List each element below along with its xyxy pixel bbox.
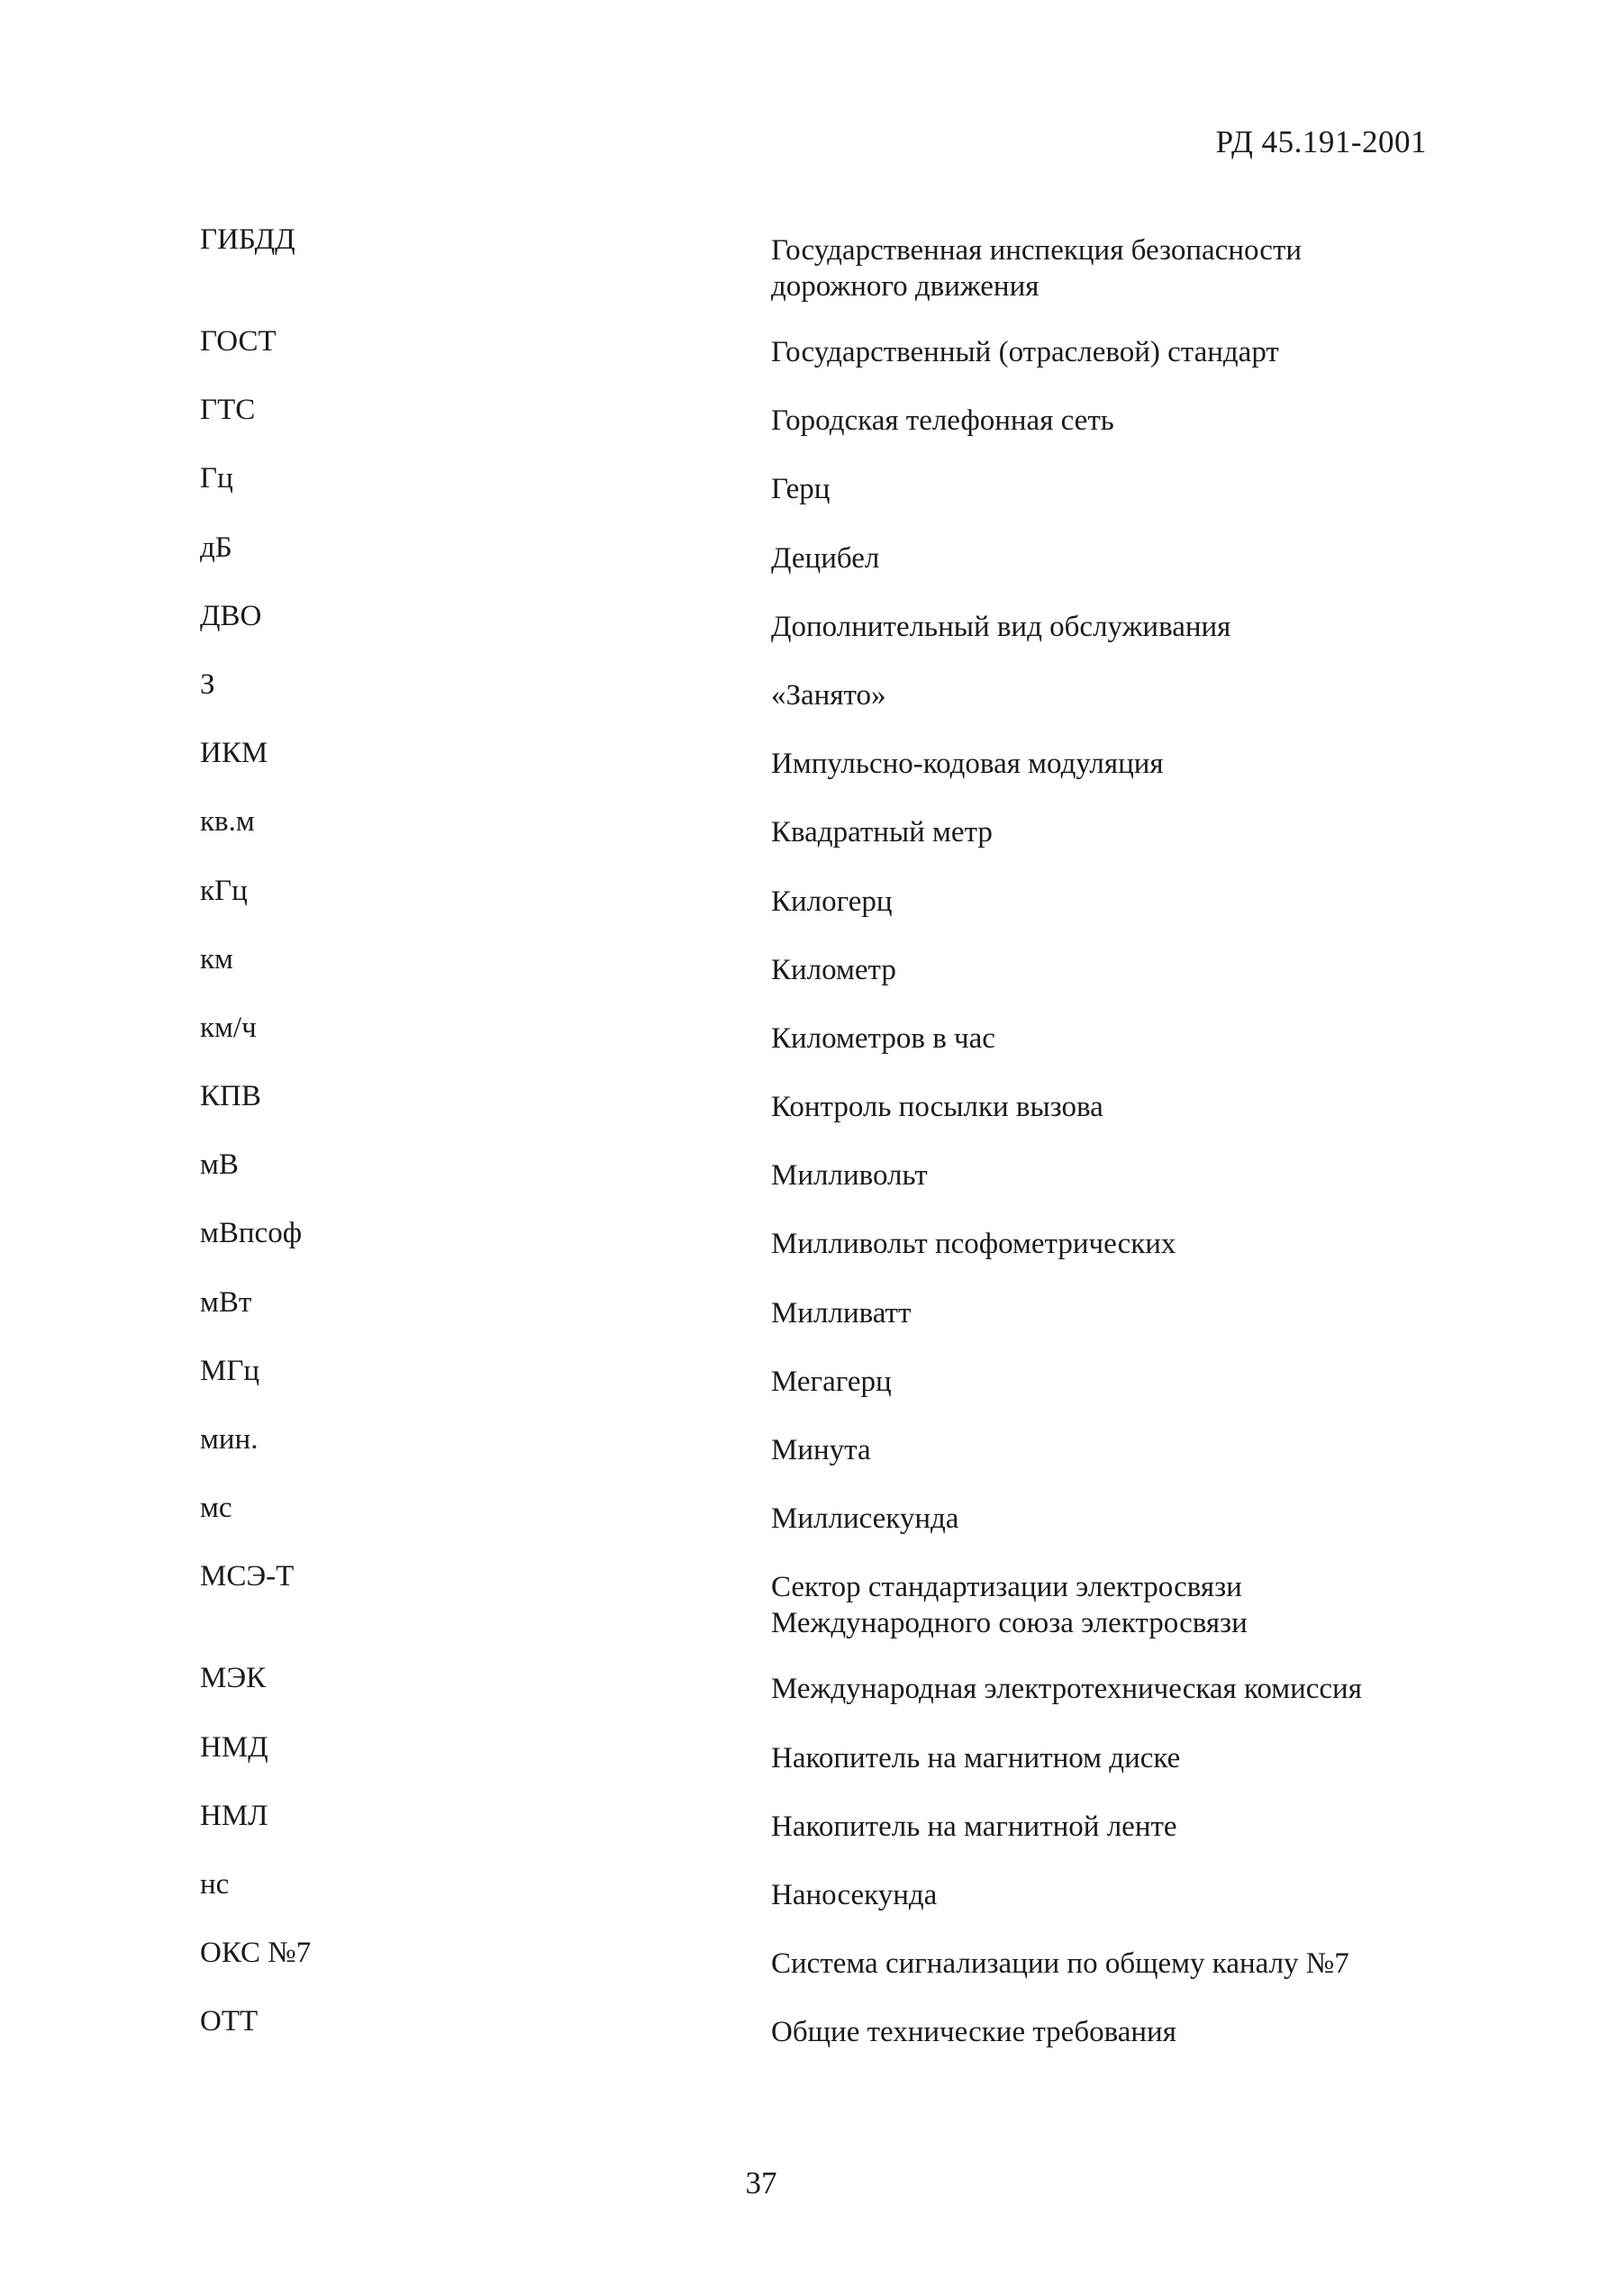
abbreviation-row — [200, 941, 1443, 1010]
abbreviation-definition: Международная электротехническая комиссия — [771, 1673, 1362, 1706]
abbreviation-definition: Километров в час — [771, 1021, 995, 1055]
abbreviation-row — [200, 1935, 1443, 2003]
abbreviation-row — [200, 2003, 1443, 2072]
page-number: 37 — [745, 2165, 777, 2201]
abbreviation-term: ДВО — [200, 599, 262, 632]
abbreviation-term: кГц — [200, 874, 248, 907]
abbreviation-term: ГИБДД — [200, 223, 295, 256]
abbreviation-row — [200, 222, 1443, 323]
abbreviation-term: ОТТ — [200, 2005, 259, 2038]
abbreviation-term: ГОСТ — [200, 325, 277, 358]
abbreviation-row — [200, 667, 1443, 735]
abbreviation-term: мин. — [200, 1423, 259, 1456]
abbreviation-term: ИКМ — [200, 737, 268, 770]
abbreviation-definition: Милливольт — [771, 1159, 928, 1193]
abbreviation-definition: Квадратный метр — [771, 816, 993, 849]
abbreviation-definition: Сектор стандартизации электросвязи Международного союза электросвязи — [771, 1571, 1248, 1640]
abbreviation-definition: Накопитель на магнитном диске — [771, 1741, 1181, 1774]
abbreviation-row — [200, 1660, 1443, 1729]
abbreviation-row — [200, 735, 1443, 803]
abbreviation-term: мс — [200, 1492, 232, 1525]
abbreviation-definition: Километр — [771, 953, 896, 986]
abbreviation-term: мВ — [200, 1148, 239, 1182]
abbreviation-definition: Государственная инспекция безопасности дорожного движения — [771, 234, 1303, 303]
abbreviation-definition: Система сигнализации по общему каналу №7 — [771, 1947, 1349, 1981]
abbreviation-row — [200, 1490, 1443, 1558]
abbreviation-list — [200, 222, 1443, 2073]
abbreviation-definition: Импульсно-кодовая модуляция — [771, 748, 1164, 781]
abbreviation-term: км/ч — [200, 1011, 257, 1044]
abbreviation-definition: Герц — [771, 473, 831, 506]
abbreviation-row — [200, 1558, 1443, 1660]
abbreviation-definition: Мегагерц — [771, 1365, 892, 1398]
abbreviation-row — [200, 873, 1443, 941]
abbreviation-term: МСЭ-Т — [200, 1560, 295, 1593]
abbreviation-term: ГТС — [200, 394, 256, 427]
abbreviation-definition: Государственный (отраслевой) стандарт — [771, 336, 1279, 368]
abbreviation-definition: Миллисекунда — [771, 1502, 959, 1536]
abbreviation-definition: Контроль посылки вызова — [771, 1091, 1103, 1124]
abbreviation-row — [200, 1866, 1443, 1935]
abbreviation-row — [200, 1353, 1443, 1421]
abbreviation-definition: Милливатт — [771, 1296, 912, 1330]
abbreviation-term: НМЛ — [200, 1799, 268, 1832]
abbreviation-definition: Общие технические требования — [771, 2016, 1176, 2049]
abbreviation-row — [200, 392, 1443, 460]
abbreviation-row — [200, 460, 1443, 529]
abbreviation-row — [200, 1729, 1443, 1798]
abbreviation-row — [200, 1147, 1443, 1215]
abbreviation-row — [200, 323, 1443, 392]
abbreviation-term: дБ — [200, 531, 232, 564]
abbreviation-term: мВт — [200, 1285, 252, 1319]
abbreviation-term: км — [200, 942, 233, 976]
abbreviation-row — [200, 530, 1443, 598]
abbreviation-definition: «Занято» — [771, 678, 886, 712]
abbreviation-row — [200, 1284, 1443, 1353]
abbreviation-definition: Накопитель на магнитной ленте — [771, 1810, 1177, 1843]
abbreviation-definition: Дополнительный вид обслуживания — [771, 610, 1231, 643]
abbreviation-definition: Децибел — [771, 541, 880, 575]
abbreviation-term: МГц — [200, 1354, 260, 1387]
abbreviation-term: Гц — [200, 462, 233, 495]
abbreviation-definition: Килогерц — [771, 885, 893, 918]
abbreviation-term: КПВ — [200, 1080, 261, 1113]
abbreviation-definition: Милливольт псофометрических — [771, 1228, 1176, 1261]
abbreviation-definition: Городская телефонная сеть — [771, 404, 1114, 438]
abbreviation-term: мВпсоф — [200, 1217, 303, 1250]
abbreviation-row — [200, 1798, 1443, 1866]
abbreviation-definition: Наносекунда — [771, 1878, 938, 1911]
abbreviation-term: З — [200, 667, 215, 701]
document-code: РД 45.191-2001 — [1215, 124, 1427, 159]
abbreviation-row — [200, 1078, 1443, 1147]
abbreviation-row — [200, 1010, 1443, 1078]
abbreviation-definition: Минута — [771, 1434, 871, 1466]
abbreviation-term: нс — [200, 1867, 230, 1901]
abbreviation-row — [200, 598, 1443, 667]
abbreviation-row — [200, 803, 1443, 872]
abbreviation-term: МЭК — [200, 1662, 267, 1695]
abbreviation-row — [200, 1215, 1443, 1284]
abbreviation-term: ОКС №7 — [200, 1937, 312, 1970]
abbreviation-row — [200, 1421, 1443, 1490]
abbreviation-term: кв.м — [200, 805, 255, 839]
abbreviation-term: НМД — [200, 1730, 268, 1764]
